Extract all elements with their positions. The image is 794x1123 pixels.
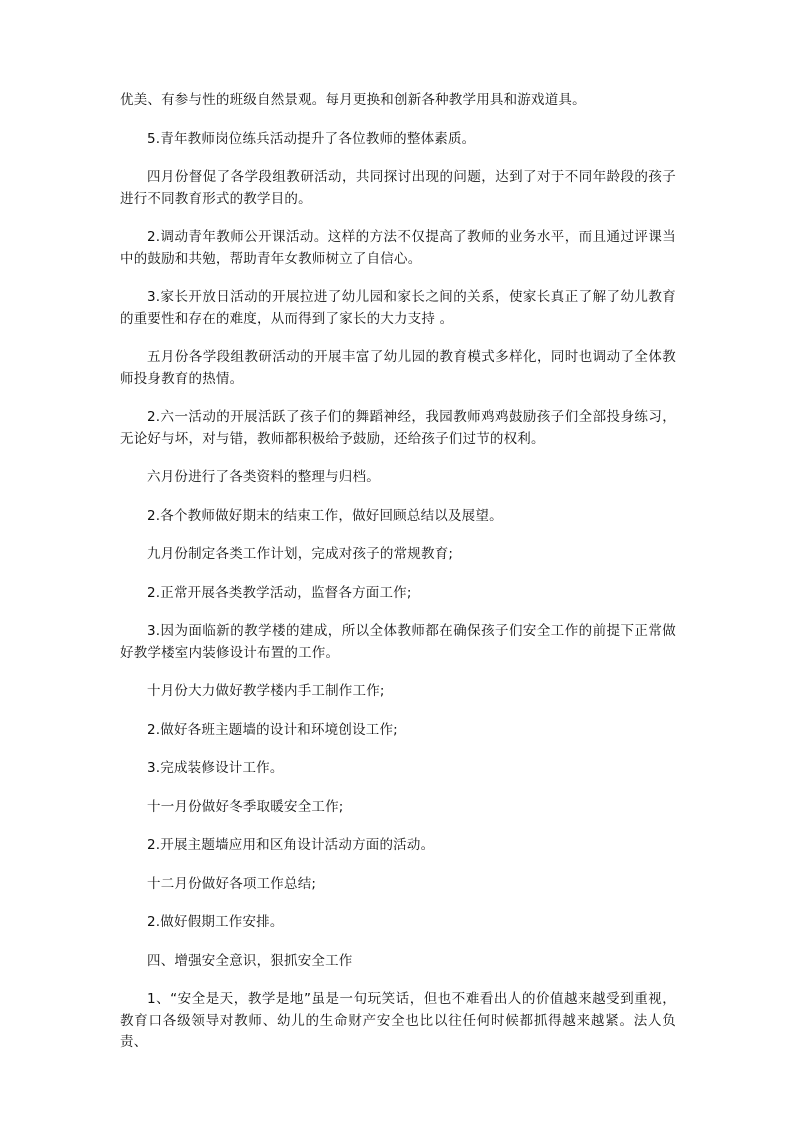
body-paragraph: 2.做好各班主题墙的设计和环境创设工作;	[147, 721, 398, 738]
body-paragraph: 四、增强安全意识，狠抓安全工作	[147, 952, 353, 969]
body-paragraph: 1、“安全是天，教学是地”虽是一句玩笑话，但也不难看出人的价值越来越受到重视，教育口各级领导对教师、幼儿的生命财产安全也比以往任何时候都抓得越来越紧。法人负责、	[120, 991, 676, 1050]
body-paragraph: 2.六一活动的开展活跃了孩子们的舞蹈神经，我园教师鸡鸡鼓励孩子们全部投身练习，无论好与坏，对与错，教师都积极给予鼓励，还给孩子们过节的权利。	[120, 409, 676, 447]
body-paragraph: 3.因为面临新的教学楼的建成，所以全体教师都在确保孩子们安全工作的前提下正常做好教学楼室内装修设计布置的工作。	[120, 623, 676, 661]
body-paragraph: 九月份制定各类工作计划，完成对孩子的常规教育;	[147, 546, 454, 562]
body-paragraph: 十一月份做好冬季取暖安全工作;	[147, 798, 344, 815]
body-paragraph: 2.正常开展各类教学活动，监督各方面工作;	[147, 584, 412, 601]
body-paragraph: 十月份大力做好教学楼内手工制作工作;	[147, 683, 385, 699]
body-paragraph: 2.调动青年教师公开课活动。这样的方法不仅提高了教师的业务水平，而且通过评课当中的鼓励和共勉，帮助青年女教师树立了自信心。	[120, 229, 676, 267]
body-paragraph: 2.开展主题墙应用和区角设计活动方面的活动。	[147, 837, 435, 853]
body-paragraph: 四月份督促了各学段组教研活动，共同探讨出现的问题，达到了对于不同年龄段的孩子进行不同教育形式的教学目的。	[120, 169, 676, 207]
body-paragraph: 2.做好假期工作安排。	[147, 914, 284, 930]
document-body	[120, 90, 676, 1071]
body-paragraph: 六月份进行了各类资料的整理与归档。	[147, 469, 380, 485]
body-paragraph: 3.完成装修设计工作。	[147, 760, 284, 776]
body-paragraph: 2.各个教师做好期末的结束工作，做好回顾总结以及展望。	[147, 507, 503, 524]
body-paragraph: 优美、有参与性的班级自然景观。每月更换和创新各种教学用具和游戏道具。	[120, 92, 586, 108]
body-paragraph: 五月份各学段组教研活动的开展丰富了幼儿园的教育模式多样化，同时也调动了全体教师投身教育的热情。	[120, 349, 676, 387]
body-paragraph: 3.家长开放日活动的开展拉进了幼儿园和家长之间的关系，使家长真正了解了幼儿教育的重要性和存在的难度，从而得到了家长的大力支持 。	[120, 289, 676, 327]
body-paragraph: 5.青年教师岗位练兵活动提升了各位教师的整体素质。	[147, 130, 476, 147]
body-paragraph: 十二月份做好各项工作总结;	[147, 875, 317, 892]
